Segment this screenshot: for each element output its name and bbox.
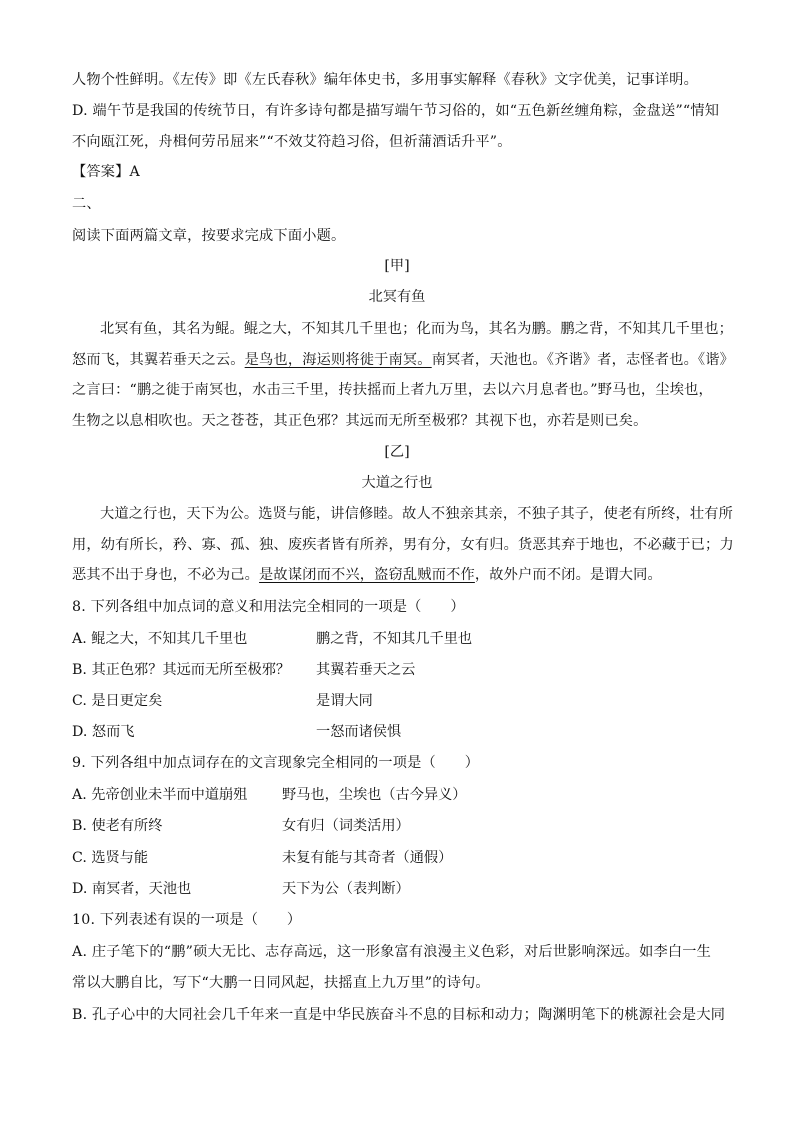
q9-option-d-right: 天下为公（表判断） xyxy=(282,881,410,897)
question-10-stem: 10. 下列表述有误的一项是（ ） xyxy=(72,912,302,928)
text-b-title: 大道之行也 xyxy=(361,475,433,491)
text-b-line-3-post: ，故外户而不闭。是谓大同。 xyxy=(474,567,662,583)
previous-option-d-line-2: 不向瓯江死，舟楫何劳吊屈来”“不效艾符趋习俗，但祈蒲酒话升平”。 xyxy=(72,134,512,150)
text-a-marker: [甲] xyxy=(384,258,410,274)
text-a-line-2 xyxy=(72,350,734,370)
q9-option-b-right: 女有归（词类活用） xyxy=(282,818,410,834)
q9-option-a-right: 野马也，尘埃也（古今异义） xyxy=(282,787,467,803)
text-a-line-1: 北冥有鱼，其名为鲲。鲲之大，不知其几千里也；化而为鸟，其名为鹏。鹏之背，不知其几千里也； xyxy=(100,321,734,337)
text-b-marker: [乙] xyxy=(384,444,410,460)
q8-option-c-right: 是谓大同 xyxy=(316,693,373,709)
q8-option-a-left: A. 鲲之大，不知其几千里也 xyxy=(72,631,248,647)
previous-option-d-line-1: D. 端午节是我国的传统节日，有许多诗句都是描写端午节习俗的，如“五色新丝缠角粽，金盘送”“情知 xyxy=(72,103,720,119)
text-a-line-4: 生物之以息相吹也。天之苍苍，其正色邪？其远而无所至极邪？其视下也，亦若是则已矣。 xyxy=(72,413,648,429)
q9-option-c-left: C. 选贤与能 xyxy=(72,850,149,866)
text-a-line-2-post: 南冥者，天池也。《齐谐》者，志怪者也。《谐》 xyxy=(431,352,735,368)
text-b-line-2: 用，幼有所长，矜、寡、孤、独、废疾者皆有所养，男有分，女有归。货恶其弃于地也，不必藏于已；力 xyxy=(72,537,734,553)
q8-option-b-left: B. 其正色邪？其远而无所至极邪？ xyxy=(72,662,291,678)
q8-option-a-right: 鹏之背，不知其几千里也 xyxy=(316,631,473,647)
question-8-stem: 8. 下列各组中加点词的意义和用法完全相同的一项是（ ） xyxy=(72,599,465,615)
text-a-line-2-pre: 怒而飞，其翼若垂天之云。 xyxy=(72,352,245,368)
q8-option-d-right: 一怒而诸侯惧 xyxy=(316,724,402,740)
q10-option-a-line-1: A. 庄子笔下的“鹏”硕大无比、志存高远，这一形象富有浪漫主义色彩，对后世影响深远。如李白一生 xyxy=(72,944,712,960)
section-instruction: 阅读下面两篇文章，按要求完成下面小题。 xyxy=(72,228,346,244)
q9-option-c-right: 未复有能与其奇者（通假） xyxy=(282,850,453,866)
q8-option-c-left: C. 是日更定矣 xyxy=(72,693,163,709)
q10-option-a-line-2: 常以大鹏自比，写下“大鹏一日同风起，扶摇直上九万里”的诗句。 xyxy=(72,975,490,991)
q9-option-d-left: D. 南冥者，天池也 xyxy=(72,881,192,897)
text-b-line-3 xyxy=(72,565,662,585)
text-a-line-3: 之言曰：“鹏之徙于南冥也，水击三千里，抟扶摇而上者九万里，去以六月息者也。”野马也，尘埃也， xyxy=(72,382,713,398)
section-heading: 二、 xyxy=(72,196,101,212)
q8-option-d-left: D. 怒而飞 xyxy=(72,724,135,740)
text-b-line-1: 大道之行也，天下为公。选贤与能，讲信修睦。故人不独亲其亲，不独子其子，使老有所终，壮有所 xyxy=(100,506,734,522)
q10-option-b-line-1: B. 孔子心中的大同社会几千年来一直是中华民族奋斗不息的目标和动力；陶渊明笔下的桃源社会是大同 xyxy=(72,1007,726,1023)
q9-option-b-left: B. 使老有所终 xyxy=(72,818,163,834)
q8-option-b-right: 其翼若垂天之云 xyxy=(316,662,416,678)
q9-option-a-left: A. 先帝创业未半而中道崩殂 xyxy=(72,787,248,803)
text-b-underlined-sentence: 是故谋闭而不兴，盗窃乱贼而不作 xyxy=(259,567,475,583)
question-9-stem: 9. 下列各组中加点词存在的文言现象完全相同的一项是（ ） xyxy=(72,755,480,771)
answer-label: 【答案】A xyxy=(72,164,140,180)
text-b-line-3-pre: 恶其不出于身也，不必为己。 xyxy=(72,567,260,583)
text-a-title: 北冥有鱼 xyxy=(368,289,426,305)
text-a-underlined-sentence: 是鸟也，海运则将徙于南冥。 xyxy=(244,352,432,368)
previous-option-c-continuation: 人物个性鲜明。《左传》即《左氏春秋》编年体史书，多用事实解释《春秋》文字优美，记事详明。 xyxy=(72,72,698,88)
